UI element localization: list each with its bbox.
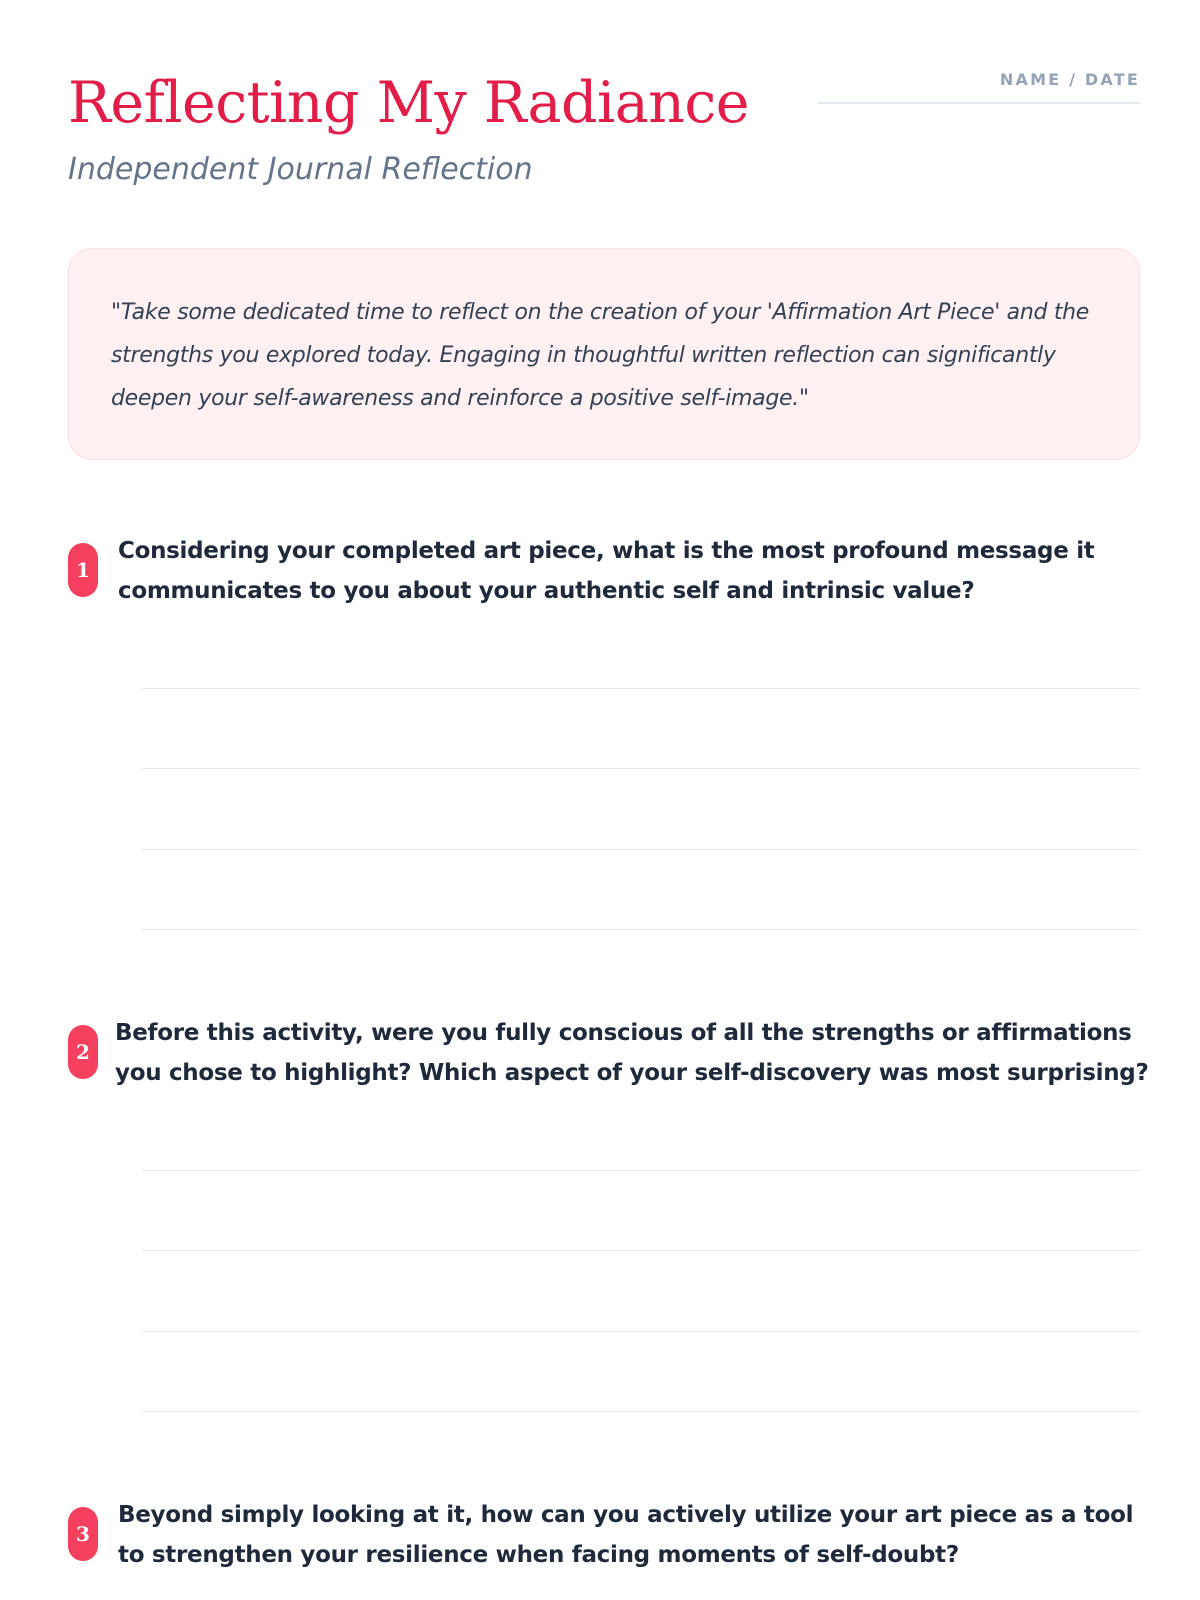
question-text: Beyond simply looking at it, how can you actively utilize your art piece as a tool to strengthen your resilience when facing moments of self-doubt?	[118, 1502, 1134, 1568]
answer-line[interactable]	[142, 1331, 1140, 1332]
answer-line[interactable]	[142, 768, 1140, 769]
question-number-badge: 2	[68, 1025, 98, 1079]
answer-line[interactable]	[142, 929, 1140, 930]
answer-line[interactable]	[142, 1250, 1140, 1251]
answer-line[interactable]	[142, 688, 1140, 689]
intro-quote-box	[68, 248, 1140, 460]
page-title: Reflecting My Radiance	[68, 70, 750, 136]
answer-line[interactable]	[142, 1411, 1140, 1412]
page-subtitle: Independent Journal Reflection	[68, 152, 533, 187]
question-number-badge: 1	[68, 543, 98, 597]
answer-line[interactable]	[142, 1170, 1140, 1171]
question-number-badge: 3	[68, 1507, 98, 1561]
name-date-label: NAME / DATE	[999, 70, 1140, 89]
question-text: Considering your completed art piece, what is the most profound message it communicates to you about your authentic self and intrinsic value?	[118, 538, 1095, 604]
intro-quote: "Take some dedicated time to reflect on the creation of your 'Affirmation Art Piece' and the strengths you explored today. Engaging in thoughtful written reflection can significantly deepen your self-awareness and reinforce a positive self-image."	[111, 300, 1090, 411]
answer-line[interactable]	[142, 849, 1140, 850]
question-text: Before this activity, were you fully conscious of all the strengths or affirmations you chose to highlight? Which aspect of your self-discovery was most surprising?	[115, 1020, 1149, 1086]
name-date-field[interactable]	[818, 68, 1140, 104]
